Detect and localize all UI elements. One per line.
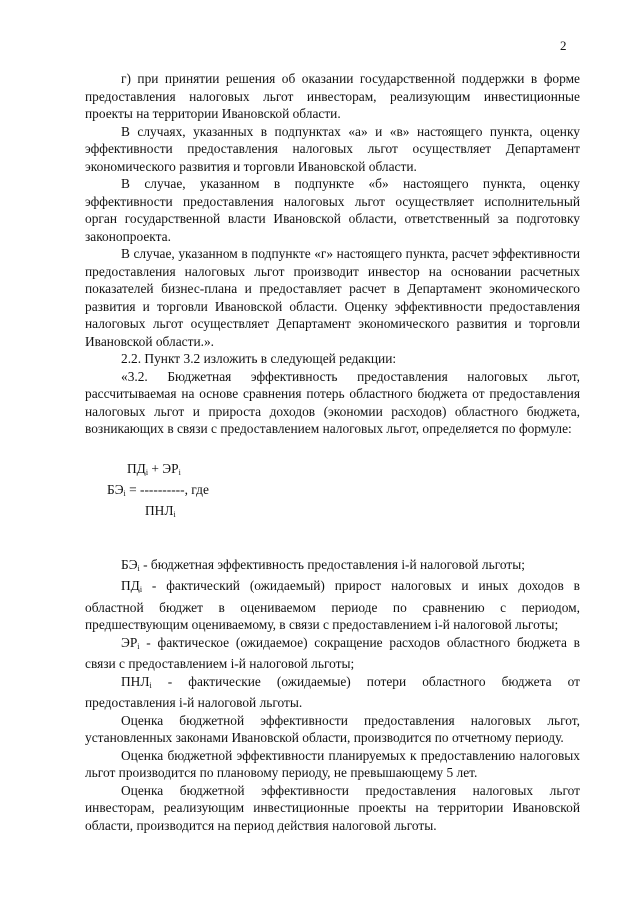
document-body [85, 70, 580, 834]
formula [85, 460, 580, 540]
definitions [85, 556, 580, 712]
formula-denominator: $ПНЛ_i$ [145, 502, 176, 519]
formula-main-line: $БЭ_i$ = ----------, где [107, 481, 209, 498]
paragraph: Оценка бюджетной эффективности предоставления налоговых льгот, установленных законами Ивановской области, производится по отчетному периоду. [85, 712, 580, 745]
paragraph: В случае, указанном в подпункте «б» настоящего пункта, оценку эффективности предоставления налоговых льгот осуществляет исполнительный орган государственной власти Ивановской области, ответственный за подготовку законопроекта. [85, 176, 580, 244]
page-number: 2 [560, 38, 567, 53]
paragraph: Оценка бюджетной эффективности предоставления налоговых льгот инвесторам, реализующим инвестиционные проекты на территории Ивановской области, производится на период действия налоговой льготы. [85, 782, 580, 833]
paragraph: 2.2. Пункт 3.2 изложить в следующей редакции: [121, 351, 397, 366]
paragraph: Оценка бюджетной эффективности планируемых к предоставлению налоговых льгот производится по плановому периоду, не превышающему 5 лет. [85, 747, 580, 780]
definition-item: $ПНЛ_i$ - фактические (ожидаемые) потери областного бюджета от предоставления i-й налоговой льготы. [85, 673, 580, 710]
paragraph: В случае, указанном в подпункте «г» настоящего пункта, расчет эффективности предоставления налоговых льгот производит инвестор на основании расчетных показателей бизнес-плана и предоставляет расчет в Департамент экономического развития и торговли Ивановской области. Оценку эффективности предоставления налоговых льгот осуществляет Департамент экономического развития и торговли Ивановской области.». [85, 246, 580, 349]
paragraph: г) при принятии решения об оказании государственной поддержки в форме предоставления налоговых льгот инвесторам, реализующим инвестиционные проекты на территории Ивановской области. [85, 71, 580, 121]
paragraph: «3.2. Бюджетная эффективность предоставления налоговых льгот, рассчитываемая на основе сравнения потерь областного бюджета от предоставления налоговых льгот и прироста доходов (экономии расходов) областного бюджета, возникающих в связи с предоставлением налоговых льгот, определяется по формуле: [85, 368, 580, 436]
definition-item: $ПД_i$ - фактический (ожидаемый) прирост налоговых и иных доходов в областной бюджет в оцениваемом периоде по сравнению с периодом, предшествующим оцениваемому, в связи с предоставлением i-й налоговой льготы; [85, 578, 580, 632]
formula-numerator: $ПД_i + ЭР_i$ [127, 460, 181, 477]
definition-item: $ЭР_i$ - фактическое (ожидаемое) сокращение расходов областного бюджета в связи с предоставлением i-й налоговой льготы; [85, 634, 580, 671]
definition-item: $БЭ_i$ - бюджетная эффективность предоставления i-й налоговой льготы; [121, 556, 525, 573]
paragraph: В случаях, указанных в подпунктах «а» и «в» настоящего пункта, оценку эффективности предоставления налоговых льгот осуществляет Департамент экономического развития и торговли Ивановской области. [85, 123, 580, 174]
